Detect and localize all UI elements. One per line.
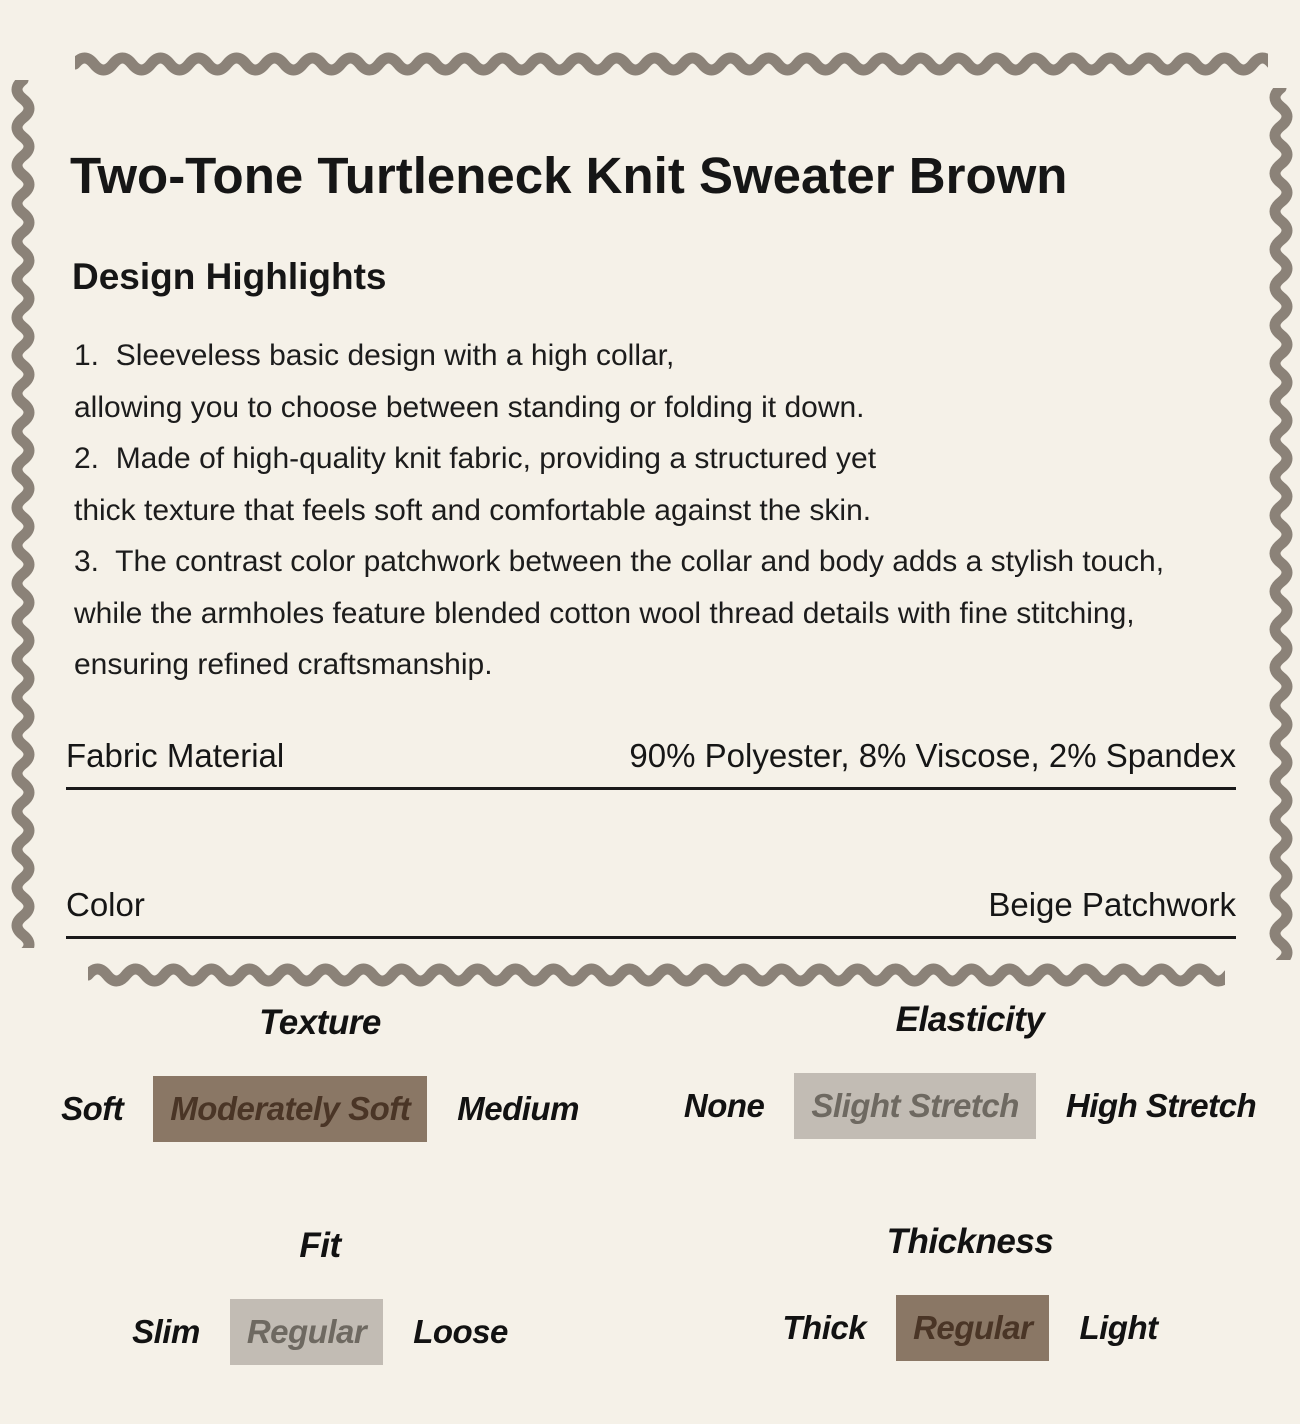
attribute-heading: Fit xyxy=(299,1226,341,1265)
attribute-option: High Stretch xyxy=(1065,1087,1257,1124)
attribute-options-row xyxy=(684,1073,1256,1139)
attribute-group-texture xyxy=(20,1003,620,1142)
spec-value: Beige Patchwork xyxy=(988,886,1236,923)
spec-label: Color xyxy=(66,886,145,923)
attribute-selected-box xyxy=(153,1076,427,1142)
attribute-option: Slim xyxy=(132,1313,200,1350)
highlight-line: 1. Sleeveless basic design with a high collar, xyxy=(74,339,675,372)
design-highlights-text xyxy=(74,330,1234,691)
attribute-option: Loose xyxy=(413,1313,508,1350)
attribute-group-elasticity xyxy=(660,1000,1280,1139)
spec-value: 90% Polyester, 8% Viscose, 2% Spandex xyxy=(629,737,1236,774)
wavy-border-bottom xyxy=(88,963,1225,987)
wavy-border-top xyxy=(75,52,1268,76)
highlight-line: 2. Made of high-quality knit fabric, providing a structured yet xyxy=(74,442,877,475)
attribute-option-selected: Moderately Soft xyxy=(170,1090,411,1127)
attribute-heading: Texture xyxy=(259,1003,381,1042)
attribute-option: Soft xyxy=(61,1090,124,1127)
highlight-line: allowing you to choose between standing or folding it down. xyxy=(74,390,865,424)
spec-row-fabric-material xyxy=(66,737,1236,790)
attribute-option: Medium xyxy=(457,1090,579,1127)
attribute-selected-box xyxy=(896,1295,1049,1361)
spec-label: Fabric Material xyxy=(66,737,285,774)
attribute-heading: Thickness xyxy=(886,1222,1054,1261)
attribute-option: Light xyxy=(1079,1309,1158,1346)
highlight-line: thick texture that feels soft and comfortable against the skin. xyxy=(74,493,872,527)
highlight-line: ensuring refined craftsmanship. xyxy=(74,648,493,681)
attribute-heading: Elasticity xyxy=(895,1000,1045,1039)
page-title: Two-Tone Turtleneck Knit Sweater Brown xyxy=(70,147,1068,204)
attribute-selected-box xyxy=(794,1073,1036,1139)
attribute-option: None xyxy=(683,1087,765,1124)
attribute-selected-box xyxy=(230,1299,383,1365)
spec-row-color xyxy=(66,886,1236,939)
highlight-line: while the armholes feature blended cotton wool thread details with fine stitching, xyxy=(74,596,1135,630)
attribute-option-selected: Regular xyxy=(913,1309,1033,1346)
attribute-option-selected: Slight Stretch xyxy=(811,1087,1019,1124)
attribute-group-thickness xyxy=(660,1222,1280,1361)
attribute-options-row xyxy=(132,1299,508,1365)
attribute-option-selected: Regular xyxy=(246,1313,367,1350)
attribute-group-fit xyxy=(20,1226,620,1365)
section-heading: Design Highlights xyxy=(72,256,387,297)
attribute-option: Thick xyxy=(782,1309,867,1346)
attribute-options-row xyxy=(61,1076,579,1142)
wavy-border-right xyxy=(1269,88,1293,960)
highlight-line: 3. The contrast color patchwork between the collar and body adds a stylish touch, xyxy=(74,545,1165,578)
wavy-border-left xyxy=(11,80,35,948)
attribute-options-row xyxy=(782,1295,1157,1361)
